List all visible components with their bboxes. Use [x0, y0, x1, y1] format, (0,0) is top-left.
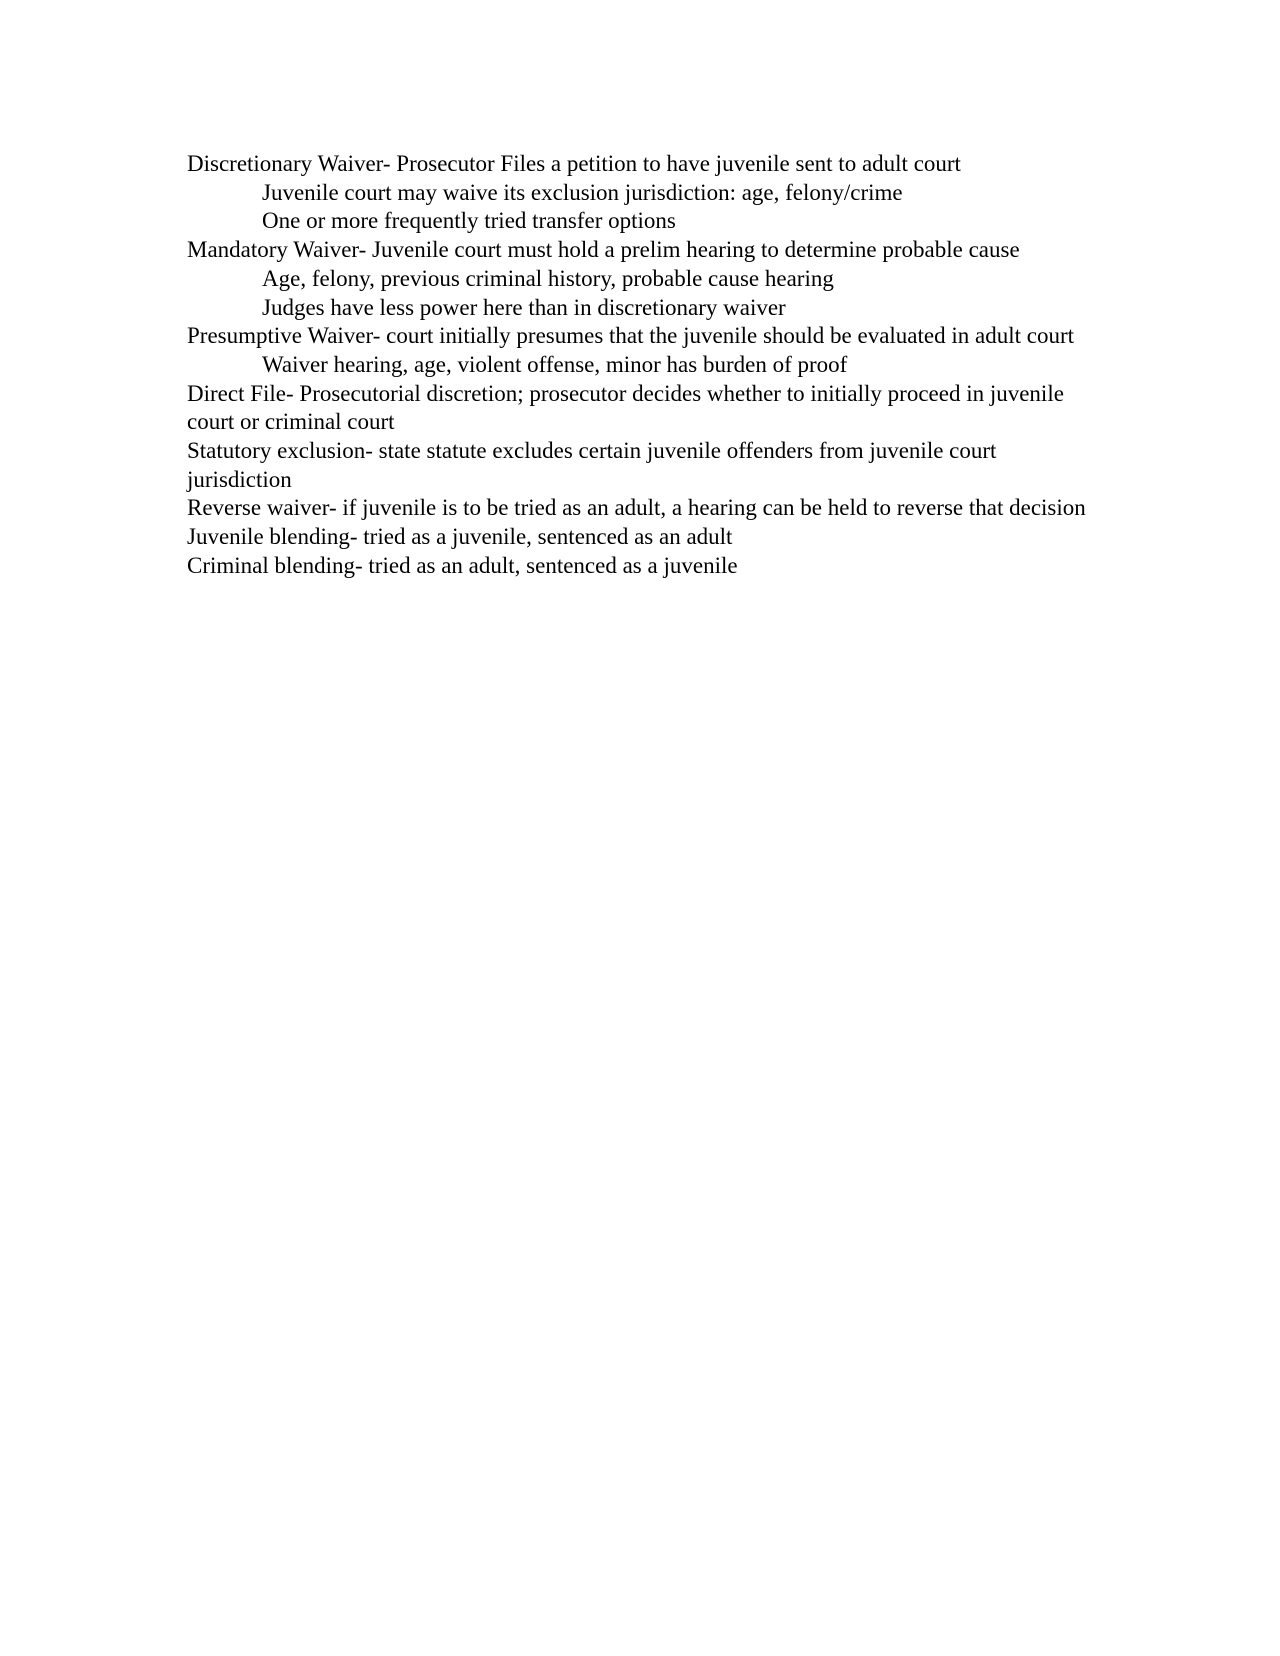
subpoint-mandatory-factors: Age, felony, previous criminal history, probable cause hearing: [262, 265, 834, 291]
subpoint-mandatory-judges: Judges have less power here than in discretionary waiver: [262, 294, 786, 320]
subpoint-discretionary-transfer-options: One or more frequently tried transfer options: [262, 208, 676, 234]
subpoint-discretionary-jurisdiction: Juvenile court may waive its exclusion jurisdiction: age, felony/crime: [262, 179, 903, 205]
paragraph-presumptive-waiver: Presumptive Waiver- court initially presumes that the juvenile should be evaluated in adult court: [187, 323, 1075, 349]
paragraph-criminal-blending: Criminal blending- tried as an adult, sentenced as a juvenile: [187, 552, 738, 578]
paragraph-reverse-waiver: Reverse waiver- if juvenile is to be tried as an adult, a hearing can be held to reverse that decision: [187, 495, 1086, 521]
paragraph-direct-file: Direct File- Prosecutorial discretion; prosecutor decides whether to initially proceed in juvenile court or criminal court: [187, 380, 1064, 435]
paragraph-statutory-exclusion: Statutory exclusion- state statute excludes certain juvenile offenders from juvenile court jurisdiction: [187, 438, 997, 492]
paragraph-mandatory-waiver: Mandatory Waiver- Juvenile court must hold a prelim hearing to determine probable cause: [187, 237, 1020, 263]
document-body: [187, 150, 1087, 581]
paragraph-discretionary-waiver: Discretionary Waiver- Prosecutor Files a petition to have juvenile sent to adult court: [187, 151, 961, 176]
paragraph-juvenile-blending: Juvenile blending- tried as a juvenile, sentenced as an adult: [187, 524, 733, 550]
subpoint-presumptive-factors: Waiver hearing, age, violent offense, minor has burden of proof: [262, 351, 848, 377]
